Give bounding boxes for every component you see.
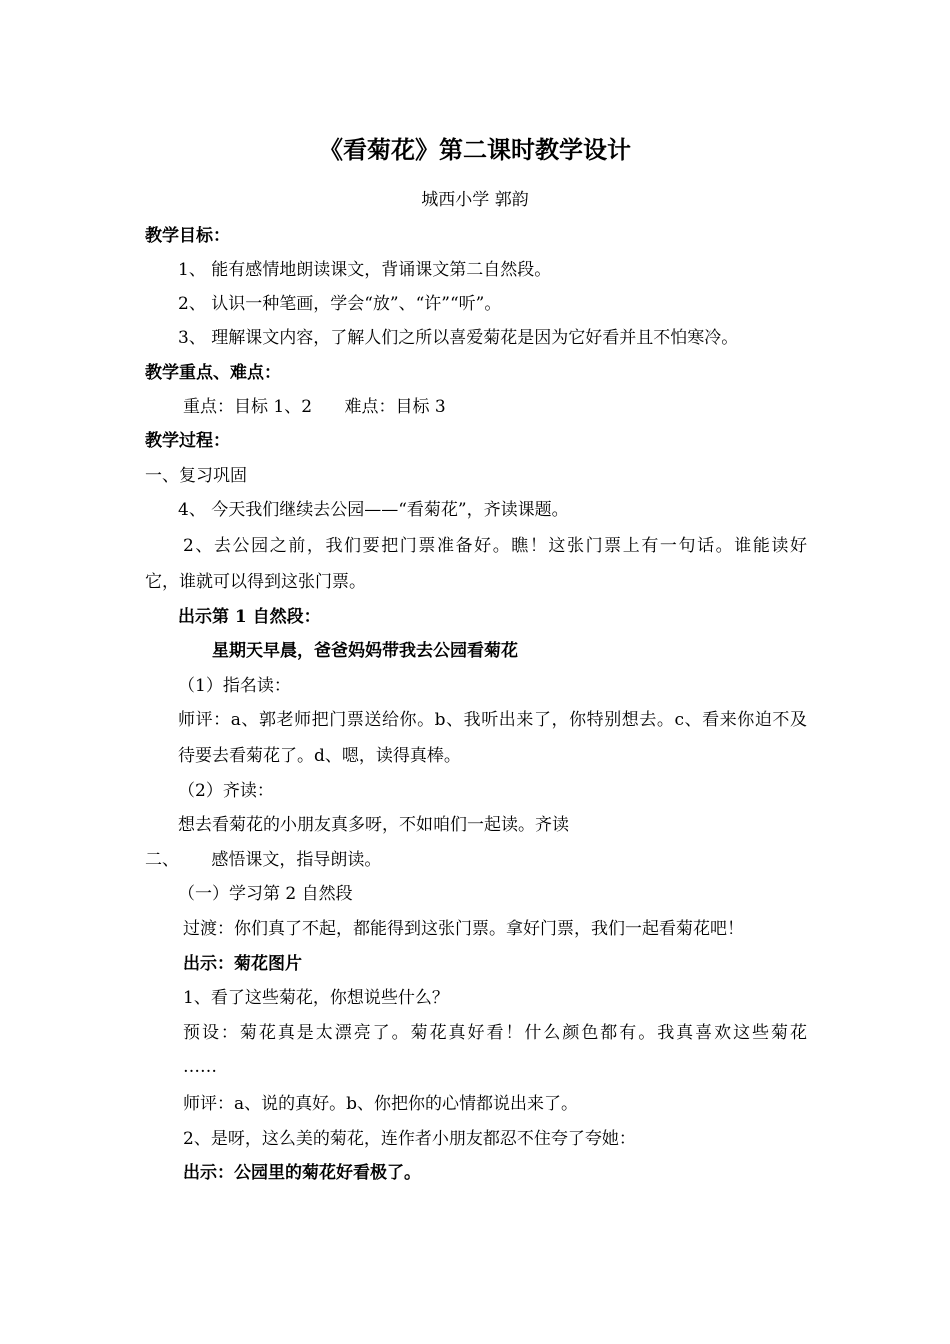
objective-item: 1、 能有感情地朗读课文，背诵课文第二自然段。 bbox=[178, 260, 552, 280]
paragraph: 1、看了这些菊花，你想说些什么？ bbox=[183, 988, 449, 1008]
keypoints-heading: 教学重点、难点： bbox=[145, 363, 281, 383]
paragraph: 想去看菊花的小朋友真多呀，不如咱们一起读。齐读 bbox=[178, 815, 569, 835]
paragraph: 它，谁就可以得到这张门票。 bbox=[145, 572, 366, 592]
objective-item: 3、 理解课文内容，了解人们之所以喜爱菊花是因为它好看并且不怕寒冷。 bbox=[178, 328, 739, 348]
show-label: 出示：菊花图片 bbox=[183, 954, 302, 974]
subsection-heading: （一）学习第 2 自然段 bbox=[178, 884, 353, 904]
paragraph: 2、去公园之前，我们要把门票准备好。瞧！这张门票上有一句话。谁能读好 bbox=[183, 536, 807, 556]
objectives-heading: 教学目标： bbox=[145, 226, 230, 246]
paragraph: 2、是呀，这么美的菊花，连作者小朋友都忍不住夸了夸她： bbox=[183, 1129, 636, 1149]
document-title: 《看菊花》第二课时教学设计 bbox=[319, 135, 631, 164]
show-label: 出示第 1 自然段： bbox=[178, 607, 321, 627]
paragraph: （2）齐读： bbox=[178, 781, 274, 801]
paragraph: 待要去看菊花了。d、嗯，读得真棒。 bbox=[178, 746, 461, 766]
paragraph: …… bbox=[183, 1057, 217, 1077]
paragraph: 师评：a、说的真好。b、你把你的心情都说出来了。 bbox=[183, 1094, 579, 1114]
section-heading: 一、复习巩固 bbox=[145, 466, 247, 486]
paragraph: 预设：菊花真是太漂亮了。菊花真好看！什么颜色都有。我真喜欢这些菊花 bbox=[183, 1023, 807, 1043]
quoted-text: 星期天早晨，爸爸妈妈带我去公园看菊花 bbox=[212, 641, 518, 661]
paragraph: （1）指名读： bbox=[178, 676, 291, 696]
show-label: 出示：公园里的菊花好看极了。 bbox=[183, 1163, 421, 1183]
paragraph: 师评：a、郭老师把门票送给你。b、我听出来了，你特别想去。c、看来你迫不及 bbox=[178, 710, 807, 730]
keypoints-text: 重点：目标 1、2 难点：目标 3 bbox=[183, 397, 446, 417]
paragraph: 4、 今天我们继续去公园——“看菊花”，齐读课题。 bbox=[178, 500, 569, 520]
process-heading: 教学过程： bbox=[145, 431, 230, 451]
author-line: 城西小学 郭韵 bbox=[421, 190, 529, 210]
objective-item: 2、 认识一种笔画，学会“放”、“许”“听”。 bbox=[178, 294, 502, 314]
section-heading: 二、 感悟课文，指导朗读。 bbox=[145, 850, 382, 870]
paragraph: 过渡：你们真了不起，都能得到这张门票。拿好门票，我们一起看菊花吧！ bbox=[183, 919, 744, 939]
